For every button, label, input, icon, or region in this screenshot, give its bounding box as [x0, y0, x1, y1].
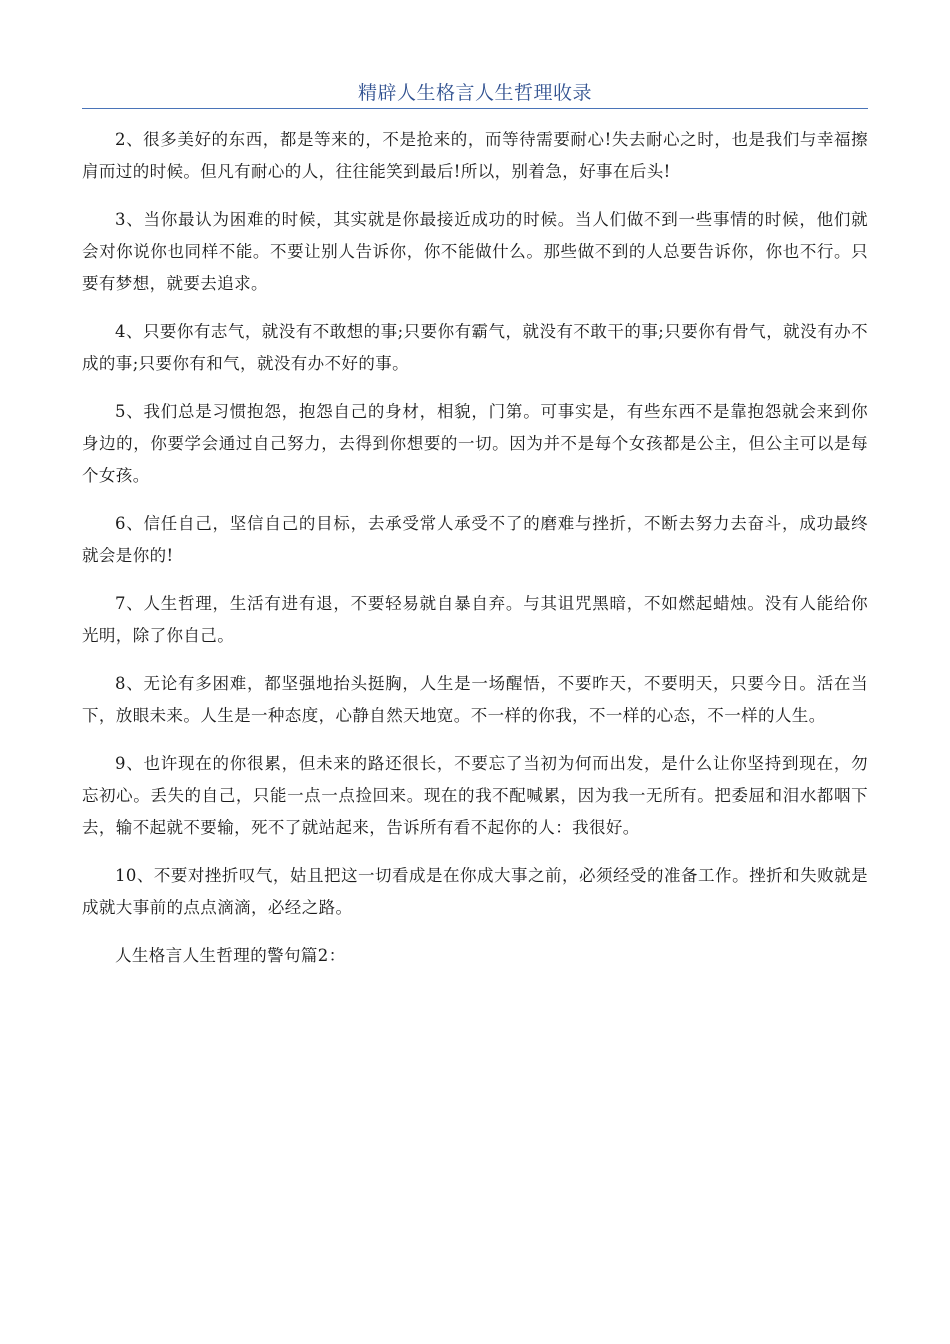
document-body	[82, 124, 868, 988]
section-heading: 人生格言人生哲理的警句篇2：	[115, 946, 346, 965]
page-title: 精辟人生格言人生哲理收录	[357, 82, 592, 104]
page-header	[82, 80, 868, 109]
paragraph-9: 9、也许现在的你很累，但未来的路还很长，不要忘了当初为何而出发，是什么让你坚持到现在，勿忘初心。丢失的自己，只能一点一点捡回来。现在的我不配喊累，因为我一无所有。把委屈和泪水都咽下去，输不起就不要输，死不了就站起来，告诉所有看不起你的人：我很好。	[82, 754, 868, 837]
paragraph-8: 8、无论有多困难，都坚强地抬头挺胸，人生是一场醒悟，不要昨天，不要明天，只要今日。活在当下，放眼未来。人生是一种态度，心静自然天地宽。不一样的你我，不一样的心态，不一样的人生。	[82, 674, 868, 725]
paragraph-10: 10、不要对挫折叹气，姑且把这一切看成是在你成大事之前，必须经受的准备工作。挫折和失败就是成就大事前的点点滴滴，必经之路。	[82, 866, 868, 917]
paragraph-7: 7、人生哲理，生活有进有退，不要轻易就自暴自弃。与其诅咒黑暗，不如燃起蜡烛。没有人能给你光明，除了你自己。	[82, 594, 868, 645]
paragraph-3: 3、当你最认为困难的时候，其实就是你最接近成功的时候。当人们做不到一些事情的时候，他们就会对你说你也同样不能。不要让别人告诉你，你不能做什么。那些做不到的人总要告诉你，你也不行。只要有梦想，就要去追求。	[82, 210, 868, 293]
paragraph-4: 4、只要你有志气，就没有不敢想的事;只要你有霸气，就没有不敢干的事;只要你有骨气，就没有办不成的事;只要你有和气，就没有办不好的事。	[82, 322, 868, 373]
paragraph-5: 5、我们总是习惯抱怨，抱怨自己的身材，相貌，门第。可事实是，有些东西不是靠抱怨就会来到你身边的，你要学会通过自己努力，去得到你想要的一切。因为并不是每个女孩都是公主，但公主可以是每个女孩。	[82, 402, 868, 485]
paragraph-2: 2、很多美好的东西，都是等来的，不是抢来的，而等待需要耐心!失去耐心之时，也是我们与幸福擦肩而过的时候。但凡有耐心的人，往往能笑到最后!所以，别着急，好事在后头!	[82, 130, 868, 181]
paragraph-6: 6、信任自己，坚信自己的目标，去承受常人承受不了的磨难与挫折，不断去努力去奋斗，成功最终就会是你的!	[82, 514, 868, 565]
